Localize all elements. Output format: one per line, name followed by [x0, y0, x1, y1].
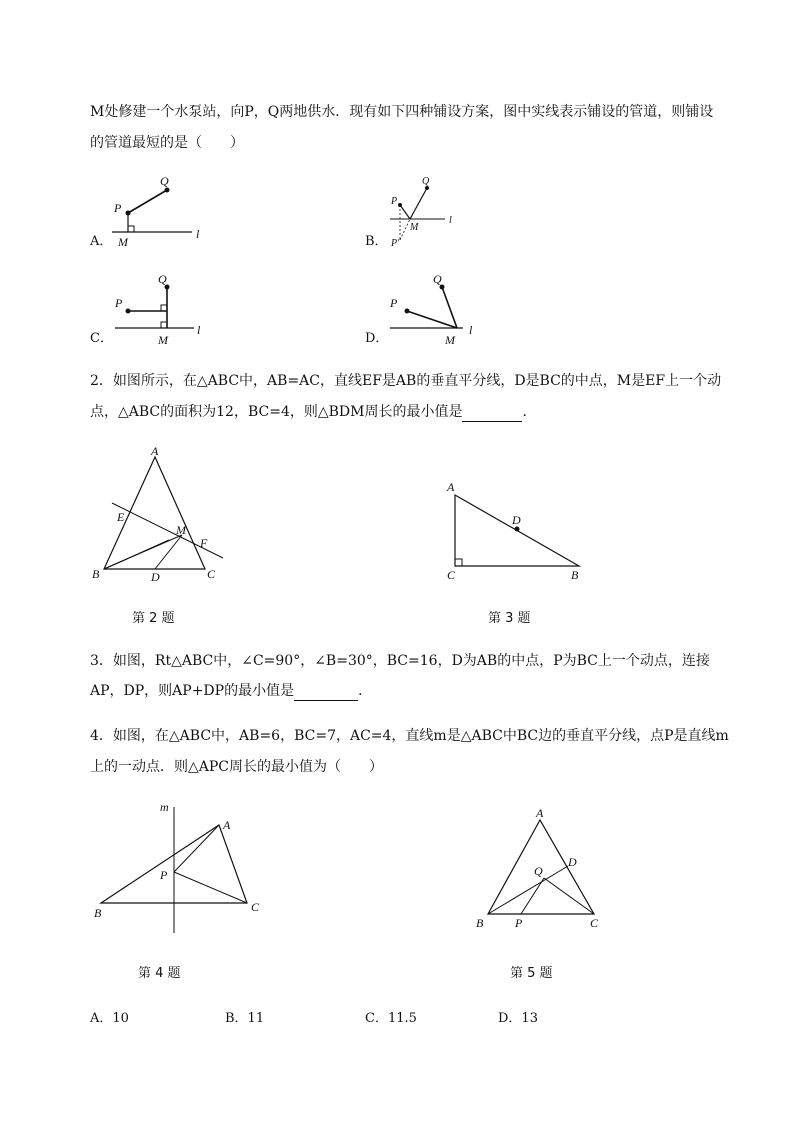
- q1-text-line1: M处修建一个水泵站，向P，Q两地供水．现有如下四种铺设方案，图中实线表示铺设的管道，则铺设: [90, 104, 714, 120]
- label-P-prime: P': [391, 238, 400, 249]
- label-C: C: [447, 568, 456, 582]
- label-C: C: [251, 900, 260, 914]
- q1-option-a-figure: [110, 170, 220, 250]
- q2-text-line1: 2．如图所示，在△ABC中，AB=AC，直线EF是AB的垂直平分线，D是BC的中点，M是EF上一个动: [90, 373, 722, 389]
- label-P: P: [115, 296, 123, 310]
- label-P: P: [114, 201, 122, 215]
- label-P: P: [391, 196, 398, 207]
- q1-option-c-figure: [110, 270, 220, 350]
- answer-option-b: B．11: [225, 1011, 265, 1026]
- q3-text-line2: [90, 681, 372, 701]
- answer-option-c: C．11.5: [365, 1011, 417, 1026]
- label-A: A: [447, 480, 455, 494]
- q3-caption: 第 3 题: [488, 611, 531, 626]
- q4-figure: [88, 795, 268, 935]
- label-D: D: [512, 513, 521, 527]
- label-P: P: [160, 868, 168, 882]
- answer-blank: [294, 686, 358, 701]
- label-l: l: [196, 227, 200, 241]
- q1-text-line2: 的管道最短的是（ ）: [90, 135, 244, 151]
- q4-caption: 第 4 题: [138, 966, 181, 981]
- label-D: D: [151, 570, 160, 584]
- answer-option-d: D．13: [498, 1011, 538, 1026]
- q4-text-line1: 4．如图，在△ABC中，AB=6，BC=7，AC=4，直线m是△ABC中BC边的垂直平分线，点P是直线m: [90, 728, 729, 744]
- q1-option-b-figure: [385, 172, 475, 252]
- label-M: M: [158, 333, 168, 347]
- label-F: F: [200, 536, 208, 550]
- label-M: M: [118, 235, 128, 249]
- answer-option-a: A．10: [90, 1011, 129, 1026]
- label-m: m: [160, 800, 169, 814]
- q3-text-line2-end: ．: [358, 683, 373, 699]
- label-B: B: [92, 567, 100, 581]
- q2-figure: [88, 440, 238, 590]
- q3-text-line1: 3．如图，Rt△ABC中，∠C=90°，∠B=30°，BC=16，D为AB的中点，P为BC上一个动点，连接: [90, 653, 710, 669]
- label-B: B: [476, 916, 484, 930]
- label-l: l: [197, 323, 201, 337]
- label-Q: Q: [160, 174, 169, 188]
- answer-blank: [462, 407, 522, 422]
- q3-text-line2-body: AP，DP，则AP+DP的最小值是: [90, 683, 295, 699]
- label-E: E: [117, 510, 125, 524]
- q5-figure: [470, 800, 610, 935]
- label-l: l: [469, 323, 473, 337]
- label-M: M: [410, 222, 419, 233]
- label-P: P: [390, 296, 398, 310]
- label-Q: Q: [534, 864, 543, 878]
- label-M: M: [176, 523, 186, 537]
- label-C: C: [590, 916, 599, 930]
- q2-text-line2: [90, 402, 536, 422]
- label-B: B: [94, 906, 102, 920]
- q2-text-line2-body: 点，△ABC的面积为12，BC=4，则△BDM周长的最小值是: [90, 404, 463, 420]
- q1-option-d-label: D．: [365, 331, 389, 346]
- label-A: A: [151, 444, 159, 458]
- label-l: l: [449, 215, 452, 226]
- q3-figure: [440, 475, 600, 585]
- q5-caption: 第 5 题: [510, 966, 553, 981]
- label-P: P: [515, 916, 523, 930]
- q4-text-line2: 上的一动点．则△APC周长的最小值为（ ）: [90, 759, 384, 775]
- label-C: C: [207, 567, 216, 581]
- label-D: D: [568, 855, 577, 869]
- q1-option-b-label: B．: [365, 234, 388, 249]
- label-M: M: [445, 333, 455, 347]
- label-Q: Q: [422, 176, 430, 187]
- label-B: B: [571, 568, 579, 582]
- label-Q: Q: [433, 272, 442, 286]
- q2-caption: 第 2 题: [132, 611, 175, 626]
- q1-option-c-label: C．: [90, 331, 113, 346]
- q1-option-d-figure: [385, 270, 485, 350]
- label-A: A: [536, 806, 544, 820]
- label-Q: Q: [158, 272, 167, 286]
- q2-text-line2-end: ．: [522, 404, 537, 420]
- q1-option-a-label: A．: [90, 234, 113, 249]
- label-A: A: [223, 818, 231, 832]
